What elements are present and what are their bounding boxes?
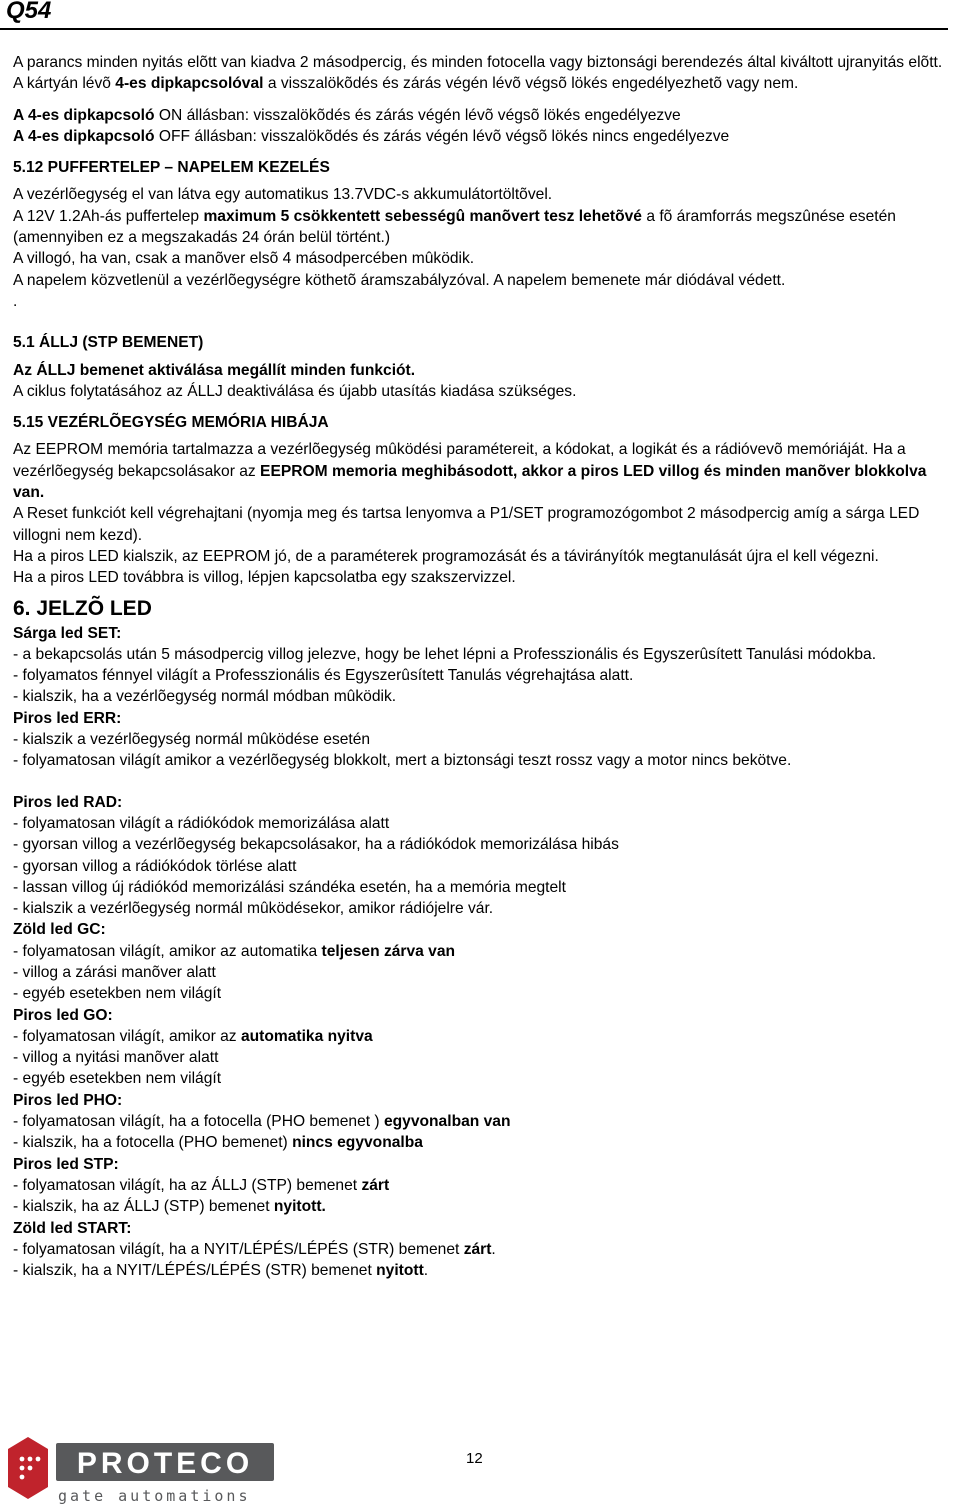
paragraph: A parancs minden nyitás elõtt van kiadva 2 másodpercig, és minden fotocella vagy biztonsági berendezés által kiváltott ujranyitás elõtt. (13, 54, 943, 71)
list-item: - folyamatosan világít a rádiókódok memorizálása alatt (13, 814, 390, 832)
list-item: - a bekapcsolás után 5 másodpercig villog jelezve, hogy be lehet lépni a Professzionális és Egyszerûsített Tanulási módokba. (13, 645, 877, 663)
paragraph: A vezérlõegység el van látva egy automatikus 13.7VDC-s akkumulátortöltõvel. (13, 186, 553, 204)
chapter-heading: 6. JELZÕ LED (13, 596, 152, 620)
paragraph: A Reset funkciót kell végrehajtani (nyomja meg és tartsa lenyomva a P1/SET programozógombot 2 másodpercig amíg a sárga LED villogni nem kezd). (13, 505, 920, 544)
list-item: - kialszik a vezérlõegység normál mûködésekor, amikor rádiójelre vár. (13, 900, 494, 918)
led-heading: Piros led PHO: (13, 1091, 123, 1109)
paragraph: Ha a piros LED továbbra is villog, lépjen kapcsolatba egy szakszervizzel. (13, 569, 516, 587)
paragraph: A villogó, ha van, csak a manõver elsõ 4 másodpercében mûködik. (13, 250, 475, 268)
list-item: - folyamatosan világít, amikor az automatika nyitva (13, 1027, 373, 1045)
led-heading: Zöld led GC: (13, 921, 106, 939)
section-heading: 5.15 VEZÉRLÕEGYSÉG MEMÓRIA HIBÁJA (13, 414, 329, 432)
paragraph: A ciklus folytatásához az ÁLLJ deaktiválása és újabb utasítás kiadása szükséges. (13, 382, 577, 400)
paragraph: A 12V 1.2Ah-ás puffertelep maximum 5 csökkentett sebességû manõvert tesz lehetõvé a fõ áramforrás megszûnése esetén (amennyiben ez a megszakadás 24 órán belül történt.) (13, 207, 896, 247)
list-item: - gyorsan villog a rádiókódok törlése alatt (13, 857, 297, 875)
list-item: - folyamatos fénnyel világít a Professzionális és Egyszerûsített Tanulás végrehajtása alatt. (13, 667, 634, 685)
page-header (0, 0, 948, 30)
led-heading: Sárga led SET: (13, 624, 122, 642)
list-item: - kialszik, ha az ÁLLJ (STP) bemenet nyitott. (13, 1198, 326, 1216)
section-heading: 5.12 PUFFERTELEP – NAPELEM KEZELÉS (13, 159, 330, 177)
document-body (13, 52, 953, 1281)
proteco-logo (6, 1435, 276, 1507)
paragraph: . (13, 292, 18, 310)
section-heading: 5.1 ÁLLJ (STP BEMENET) (13, 334, 204, 352)
list-item: - folyamatosan világít, ha a fotocella (PHO bemenet ) egyvonalban van (13, 1113, 511, 1131)
led-heading: Piros led ERR: (13, 709, 122, 727)
paragraph: Az EEPROM memória tartalmazza a vezérlõegység mûködési paramétereit, a kódokat, a logikát és a rádióvevõ memóriáját. Ha a vezérlõegység bekapcsolásakor az EEPROM memoria meghibásodott, akkor a piros LED villog és minden manõver blokkolva van. (13, 441, 927, 502)
list-item: - kialszik, ha a vezérlõegység normál módban mûködik. (13, 688, 397, 706)
paragraph: A 4-es dipkapcsoló OFF állásban: visszalökõdés és zárás végén lévõ végsõ lökés nincs engedélyezve (13, 127, 730, 145)
list-item: - folyamatosan világít amikor a vezérlõegység blokkolt, mert a biztonsági teszt rossz vagy a motor nincs bekötve. (13, 752, 792, 770)
list-item: - egyéb esetekben nem világít (13, 985, 222, 1003)
page-number: 12 (466, 1450, 483, 1467)
list-item: - villog a zárási manõver alatt (13, 963, 216, 981)
list-item: - kialszik, ha a fotocella (PHO bemenet) nincs egyvonalba (13, 1134, 423, 1152)
led-heading: Zöld led START: (13, 1219, 132, 1237)
list-item: - villog a nyitási manõver alatt (13, 1049, 219, 1067)
paragraph: A kártyán lévõ 4-es dipkapcsolóval a visszalökõdés és zárás végén lévõ végsõ lökés engedélyezhetõ vagy nem. (13, 75, 799, 93)
list-item: - folyamatosan világít, amikor az automatika teljesen zárva van (13, 942, 456, 960)
logo-mark-icon (8, 1437, 48, 1499)
led-heading: Piros led GO: (13, 1006, 113, 1024)
paragraph: A napelem közvetlenül a vezérlõegységre köthetõ áramszabályzóval. A napelem bemenete már diódával védett. (13, 271, 786, 289)
brand-tagline: gate automations (58, 1487, 251, 1505)
question-label: Q54 (6, 0, 52, 24)
list-item: - kialszik a vezérlõegység normál mûködése esetén (13, 731, 371, 749)
list-item: - lassan villog új rádiókód memorizálási szándéka esetén, ha a memória megtelt (13, 878, 566, 896)
paragraph: Ha a piros LED kialszik, az EEPROM jó, de a paraméterek programozását és a távirányítók megtanulását újra el kell végezni. (13, 547, 879, 565)
led-heading: Piros led RAD: (13, 793, 123, 811)
list-item: - folyamatosan világít, ha a NYIT/LÉPÉS/LÉPÉS (STR) bemenet zárt. (13, 1240, 496, 1258)
brand-name: PROTECO (76, 1447, 254, 1480)
list-item: - kialszik, ha a NYIT/LÉPÉS/LÉPÉS (STR) bemenet nyitott. (13, 1262, 429, 1280)
list-item: - folyamatosan világít, ha az ÁLLJ (STP) bemenet zárt (13, 1176, 390, 1194)
page-footer (0, 1430, 960, 1510)
list-item: - gyorsan villog a vezérlõegység bekapcsolásakor, ha a rádiókódok memorizálása hibás (13, 836, 619, 854)
paragraph: Az ÁLLJ bemenet aktiválása megállít minden funkciót. (13, 361, 416, 379)
list-item: - egyéb esetekben nem világít (13, 1070, 222, 1088)
led-heading: Piros led STP: (13, 1155, 119, 1173)
paragraph: A 4-es dipkapcsoló ON állásban: visszalökõdés és zárás végén lévõ végsõ lökés engedélyezve (13, 106, 681, 124)
